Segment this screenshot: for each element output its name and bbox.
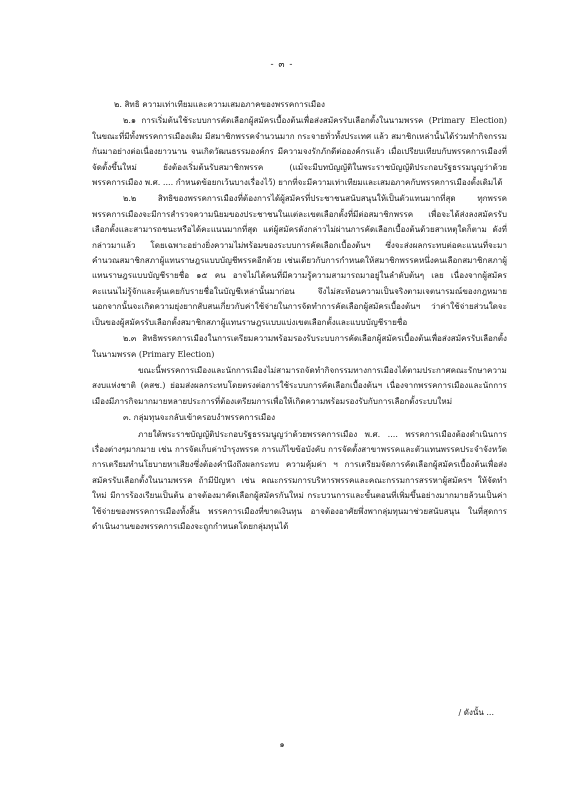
- continued-marker: / ดังนั้น ...: [458, 708, 494, 717]
- document-body: [92, 96, 507, 534]
- bottom-mark: ๑: [279, 740, 285, 749]
- paragraph-2-3: ขณะนี้พรรคการเมืองและนักการเมืองไม่สามารถจัดทำกิจกรรมทางการเมืองได้ตามประกาศคณะรักษาความสงบแห่งชาติ (คสช.) ย่อมส่งผลกระทบโดยตรงต่อการใช้ระบบการคัดเลือกเบื้องต้นฯ เนื่องจากพรรคการเมืองและนักการเมืองมีภารกิจมากมายหลายประการที่ต้องเตรียมการเพื่อให้เกิดความพร้อมรองรับกับการเลือกตั้งระบบใหม่: [92, 364, 507, 406]
- paragraph-2-3-heading: ๒.๓ สิทธิพรรคการเมืองในการเตรียมความพร้อมรองรับระบบการคัดเลือกผู้สมัครเบื้องต้นเพื่อส่งสมัครรับเลือกตั้งในนามพรรค (Primary Election): [92, 333, 507, 359]
- page-number: - ๓ -: [270, 60, 294, 70]
- paragraph-2-2: ๒.๒ สิทธิของพรรคการเมืองที่ต้องการได้ผู้สมัครที่ประชาชนสนับสนุนให้เป็นตัวแทนมากที่สุด ทุกพรรคพรรคการเมืองจะมีการสำรวจความนิยมของประชาชนในแต่ละเขตเลือกตั้งที่มีต่อสมาชิกพรรค เพื่อจะได้ส่งลงสมัครรับเลือกตั้งและสามารถชนะหรือได้คะแนนมากที่สุด แต่ผู้สมัครดังกล่าวไม่ผ่านการคัดเลือกเบื้องต้นด้วยสาเหตุใดก็ตาม ดังที่กล่าวมาแล้ว โดยเฉพาะอย่างยิ่งความไม่พร้อมของระบบการคัดเลือกเบื้องต้นฯ ซึ่งจะส่งผลกระทบต่อคะแนนที่จะมาคำนวณสมาชิกสภาผู้แทนราษฎรแบบบัญชีพรรคอีกด้วย เช่นเดียวกับการกำหนดให้สมาชิกพรรคหนึ่งคนเลือกสมาชิกสภาผู้แทนราษฎรแบบบัญชีรายชื่อ ๑๕ คน อาจไม่ได้คนที่มีความรู้ความสามารถมาอยู่ในลำดับต้นๆ เลย เนื่องจากผู้สมัครคะแนนไม่รู้จักและคุ้นเคยกับรายชื่อในบัญชีเหล่านั้นมาก่อน จึงไม่สะท้อนความเป็นจริงตามเจตนารมณ์ของกฎหมาย นอกจากนั้นจะเกิดความยุ่งยากสับสนเกี่ยวกับค่าใช้จ่ายในการจัดทำการคัดเลือกผู้สมัครเบื้องต้นฯ ว่าค่าใช้จ่ายส่วนใดจะเป็นของผู้สมัครรับเลือกตั้งสมาชิกสภาผู้แทนราษฎรแบบแบ่งเขตเลือกตั้งและแบบบัญชีรายชื่อ: [92, 193, 507, 327]
- paragraph-2-1: ๒.๑ การเริ่มต้นใช้ระบบการคัดเลือกผู้สมัครเบื้องต้นเพื่อส่งสมัครรับเลือกตั้งในนามพรรค (Primary Election) ในขณะที่มีทั้งพรรคการเมืองเดิม มีสมาชิกพรรคจำนวนมาก กระจายทั่วทั้งประเทศ แล้ว สมาชิกเหล่านั้นได้ร่วมทำกิจกรรมกันมาอย่างต่อเนื่องยาวนาน จนเกิดวัฒนธรรมองค์กร มีความจงรักภักดีต่อองค์กรแล้ว เมื่อเปรียบเทียบกับพรรคการเมืองที่จัดตั้งขึ้นใหม่ ยังต้องเริ่มต้นรับสมาชิกพรรค (แม้จะมีบทบัญญัติในพระราชบัญญัติประกอบรัฐธรรมนูญว่าด้วยพรรคการเมือง พ.ศ. .... กำหนดข้อยกเว้นบางเรื่องไว้) ยากที่จะมีความเท่าเทียมและเสมอภาคกับพรรคการเมืองตั้งเดิมได้: [92, 115, 507, 188]
- section-heading-3: ๓. กลุ่มทุนจะกลับเข้าครอบงำพรรคการเมือง: [123, 412, 276, 423]
- section-heading-2: ๒. สิทธิ ความเท่าเทียมและความเสมอภาคของพรรคการเมือง: [114, 99, 325, 109]
- paragraph-3: ภายใต้พระราชบัญญัติประกอบรัฐธรรมนูญว่าด้วยพรรคการเมือง พ.ศ. .... พรรคการเมืองต้องดำเนินการเรื่องต่างๆมากมาย เช่น การจัดเก็บค่าบำรุงพรรค การแก้ไขข้อบังคับ การจัดตั้งสาขาพรรคและตัวแทนพรรคประจำจังหวัดการเตรียมทำนโยบายหาเสียงซึ่งต้องคำนึงถึงผลกระทบ ความคุ้มค่า ฯ การเตรียมจัดการคัดเลือกผู้สมัครเบื้องต้นเพื่อส่งสมัครรับเลือกตั้งในนามพรรค ถ้ามีปัญหา เช่น คณะกรรมการบริหารพรรคและคณะกรรมการสรรหาผู้สมัครฯ ให้จัดทำใหม่ มีการร้องเรียนเป็นต้น อาจต้องมาคัดเลือกผู้สมัครกันใหม่ กระบวนการและขั้นตอนที่เพิ่มขึ้นอย่างมากมายล้วนเป็นค่าใช้จ่ายของพรรคการเมืองทั้งสิ้น พรรคการเมืองที่ขาดเงินทุน อาจต้องอาศัยพึ่งพากลุ่มทุนมาช่วยสนับสนุน ในที่สุดการดำเนินงานของพรรคการเมืองจะถูกกำหนดโดยกลุ่มทุนได้: [92, 428, 507, 531]
